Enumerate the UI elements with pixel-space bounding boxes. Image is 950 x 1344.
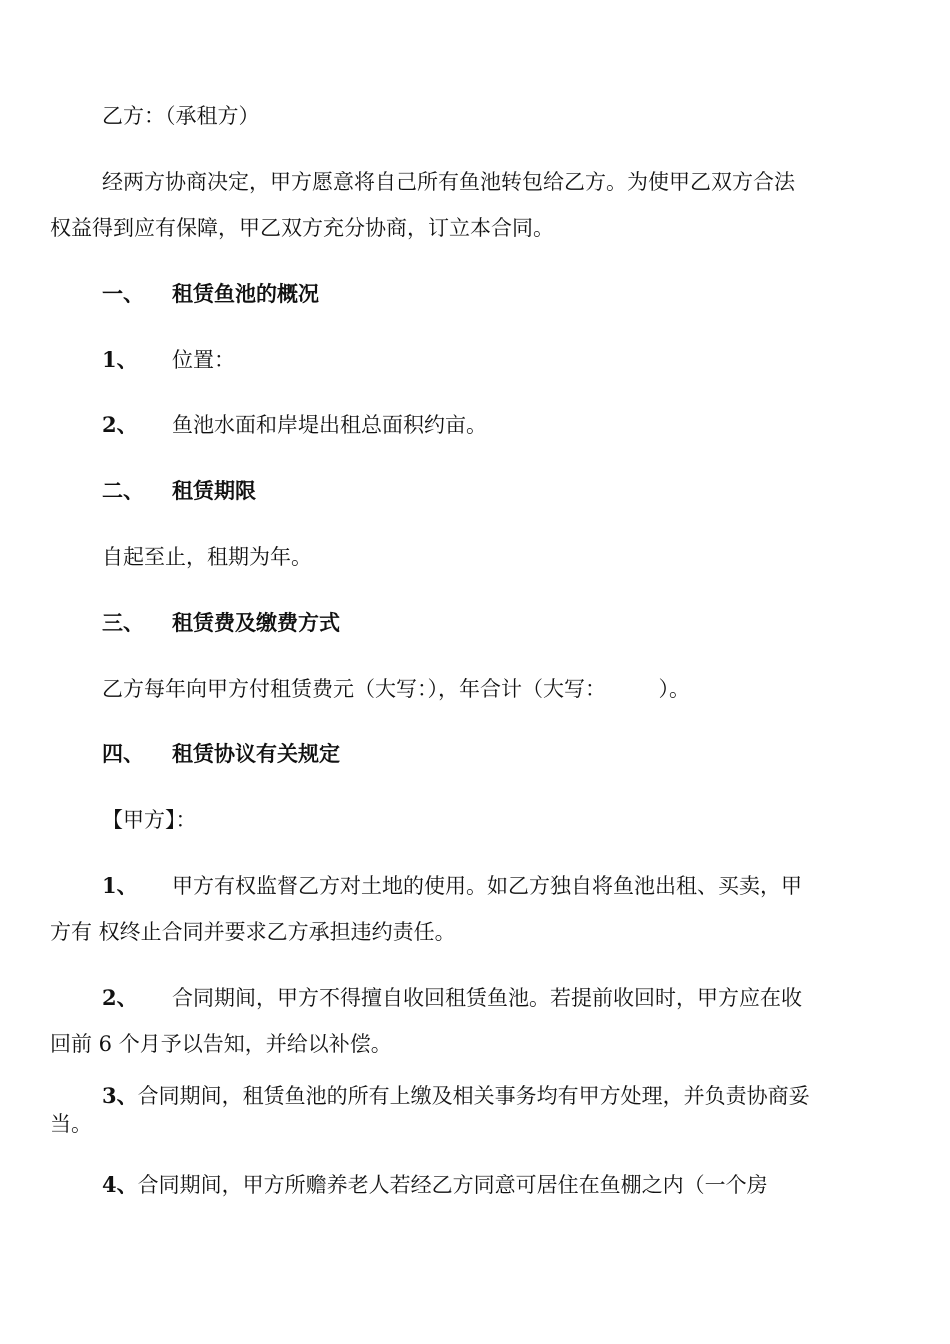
section-4-number: 四、 [102, 741, 144, 766]
clause-1-line-1 [102, 871, 802, 901]
section-2-number: 二、 [102, 478, 144, 503]
item-number: 1、 [102, 347, 138, 372]
party-b-line: 乙方：（承租方） [102, 104, 260, 128]
item-text: 位置： [172, 348, 235, 372]
clause-text: 合同期间，甲方不得擅自收回租赁鱼池。若提前收回时，甲方应在收 [172, 986, 802, 1010]
section-2-title: 租赁期限 [172, 478, 256, 503]
clause-2-line-2: 回前 6 个月予以告知，并给以补偿。 [50, 1032, 392, 1056]
section-3-heading [102, 608, 340, 638]
section-1-title: 租赁鱼池的概况 [172, 281, 319, 306]
clause-text: 甲方有权监督乙方对土地的使用。如乙方独自将鱼池出租、买卖，甲 [172, 874, 802, 898]
section-1-number: 一、 [102, 281, 144, 306]
clause-2-line-1 [102, 983, 802, 1013]
section-3-number: 三、 [102, 610, 144, 635]
section-3-title: 租赁费及缴费方式 [172, 610, 340, 635]
section-1-heading [102, 279, 319, 309]
clause-number: 2、 [102, 985, 138, 1010]
clause-number: 1、 [102, 873, 138, 898]
clause-4-line-1 [102, 1170, 768, 1200]
intro-line-1: 经两方协商决定，甲方愿意将自己所有鱼池转包给乙方。为使甲乙双方合法 [102, 170, 795, 194]
clause-number: 3、 [102, 1083, 138, 1108]
item-text: 鱼池水面和岸堤出租总面积约亩。 [172, 413, 487, 437]
item-number: 2、 [102, 412, 138, 437]
clause-text: 合同期间，租赁鱼池的所有上缴及相关事务均有甲方处理，并负责协商妥 [137, 1084, 810, 1108]
section-3-text: 乙方每年向甲方付租赁费元（大写：），年合计（大写： ）。 [102, 677, 690, 701]
section-4-title: 租赁协议有关规定 [172, 741, 340, 766]
section-2-text: 自起至止，租期为年。 [102, 545, 312, 569]
clause-1-line-2: 方有 权终止合同并要求乙方承担违约责任。 [50, 920, 456, 944]
clause-3-line-1 [102, 1081, 810, 1111]
section-4-heading [102, 739, 340, 769]
party-a-label: 【甲方】： [102, 808, 197, 832]
intro-line-2: 权益得到应有保障，甲乙双方充分协商，订立本合同。 [50, 216, 554, 240]
section-1-item-1 [102, 345, 235, 375]
section-2-heading [102, 476, 256, 506]
clause-3-line-2: 当。 [50, 1112, 92, 1136]
clause-text: 合同期间，甲方所赡养老人若经乙方同意可居住在鱼棚之内（一个房 [137, 1173, 768, 1197]
section-1-item-2 [102, 410, 487, 440]
clause-number: 4、 [102, 1172, 138, 1197]
